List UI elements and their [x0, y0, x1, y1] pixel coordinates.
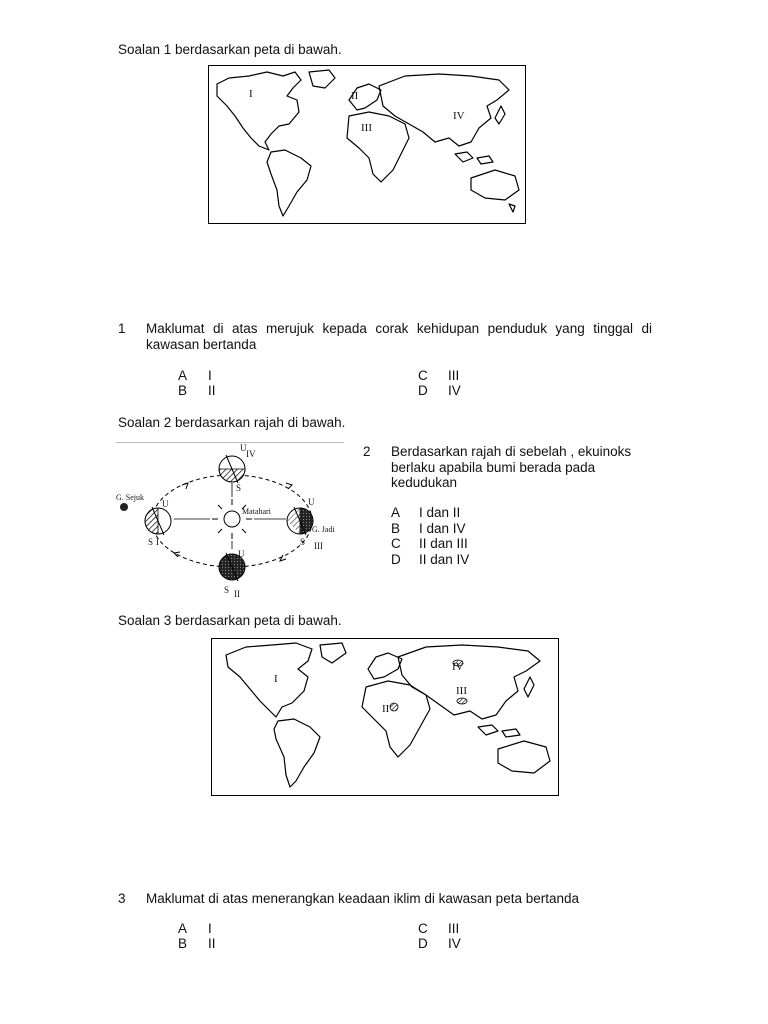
option-letter: A: [391, 505, 401, 520]
q3-option-b[interactable]: [178, 936, 216, 951]
option-letter: D: [418, 936, 428, 951]
q2-option-c[interactable]: [391, 536, 468, 551]
map3-label-i: I: [274, 673, 278, 685]
world-map-3: [211, 638, 559, 796]
world-map-1: [208, 65, 526, 224]
map1-label-iii: III: [361, 122, 372, 134]
label-g-jadi: G. Jadi: [312, 525, 335, 534]
map1-label-ii: II: [351, 90, 359, 102]
north-america-outline: [217, 72, 301, 150]
label-s-left: S: [148, 537, 154, 547]
label-u-left: U: [162, 499, 169, 509]
option-letter: D: [418, 383, 428, 398]
label-u-right: U: [308, 497, 315, 507]
q3-number: 3: [118, 891, 126, 906]
option-text: III: [448, 368, 460, 383]
option-letter: C: [418, 368, 428, 383]
label-s-top: S: [236, 483, 242, 493]
q1-text: Maklumat di atas merujuk kepada corak kehidupan penduduk yang tinggal di kawasan bertanda: [146, 321, 652, 352]
option-text: I: [208, 921, 212, 936]
q2-text: [391, 444, 631, 491]
q2-option-a[interactable]: [391, 505, 461, 520]
option-text: II: [208, 936, 216, 951]
section3-heading: Soalan 3 berdasarkan peta di bawah.: [118, 613, 342, 628]
map3-label-ii: II: [382, 703, 390, 715]
q2-text-line: Berdasarkan rajah di sebelah , ekuinoks: [391, 444, 632, 459]
q2-text-line: kedudukan: [391, 475, 458, 490]
section2-heading: Soalan 2 berdasarkan rajah di bawah.: [118, 415, 346, 430]
map1-label-i: I: [249, 88, 253, 100]
label-matahari: Matahari: [242, 507, 271, 516]
q2-text-line: berlaku apabila bumi berada pada: [391, 459, 596, 475]
option-letter: A: [178, 368, 188, 383]
label-iii: III: [314, 541, 323, 551]
option-text: II dan III: [419, 536, 468, 551]
q3-option-d[interactable]: [418, 936, 461, 951]
label-s-right: S: [300, 537, 306, 547]
label-s-bottom: S: [224, 585, 230, 595]
q3-text: Maklumat di atas menerangkan keadaan iklim di kawasan peta bertanda: [146, 891, 580, 906]
q2-option-d[interactable]: [391, 552, 470, 567]
option-text: IV: [448, 383, 461, 398]
label-ii: II: [234, 589, 240, 599]
label-i: I: [156, 537, 159, 547]
q1-option-b[interactable]: [178, 383, 216, 398]
q1-option-a[interactable]: [178, 368, 212, 383]
label-g-sejuk: G. Sejuk: [116, 493, 144, 502]
option-letter: C: [418, 921, 428, 936]
label-iv: IV: [246, 449, 256, 459]
q1-option-d[interactable]: [418, 383, 461, 398]
label-u-top: U: [240, 443, 247, 453]
section1-heading: Soalan 1 berdasarkan peta di bawah.: [118, 42, 342, 57]
orbit-diagram: [116, 442, 344, 603]
option-text: I: [208, 368, 212, 383]
label-u-bottom: U: [238, 549, 245, 559]
option-text: I dan II: [419, 505, 461, 520]
option-letter: B: [178, 936, 188, 951]
option-text: II: [208, 383, 216, 398]
q1-option-c[interactable]: [418, 368, 460, 383]
option-letter: B: [391, 521, 401, 536]
option-text: III: [448, 921, 460, 936]
q2-number: 2: [363, 444, 371, 459]
q3-option-c[interactable]: [418, 921, 460, 936]
option-letter: D: [391, 552, 401, 567]
map3-label-iv: IV: [452, 661, 464, 673]
q3-option-a[interactable]: [178, 921, 212, 936]
q2-option-b[interactable]: [391, 521, 466, 536]
option-letter: B: [178, 383, 188, 398]
option-letter: C: [391, 536, 401, 551]
option-letter: A: [178, 921, 188, 936]
option-text: II dan IV: [419, 552, 470, 567]
map1-label-iv: IV: [453, 110, 465, 122]
q1-number: 1: [118, 321, 126, 336]
option-text: I dan IV: [419, 521, 466, 536]
option-text: IV: [448, 936, 461, 951]
map3-label-iii: III: [456, 685, 467, 697]
